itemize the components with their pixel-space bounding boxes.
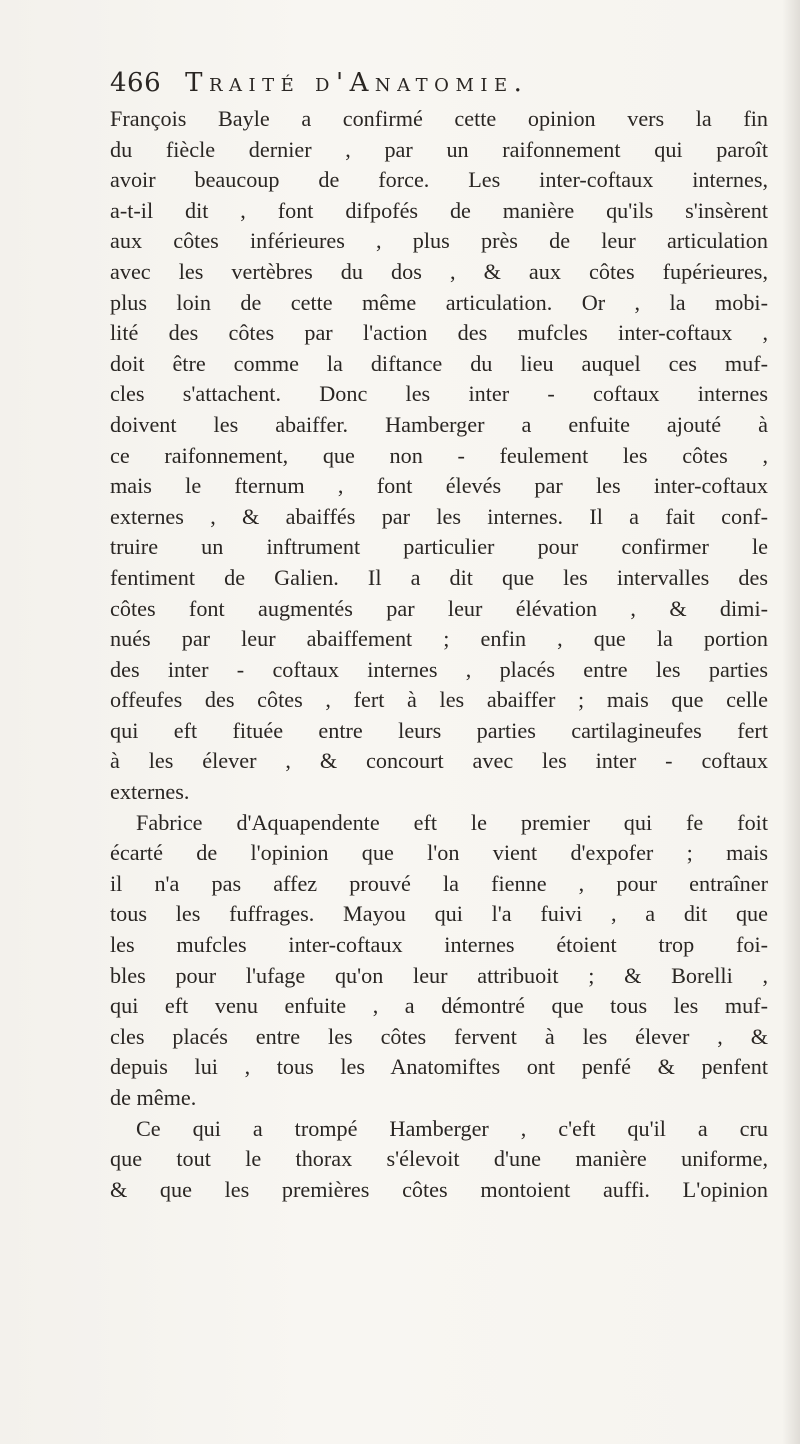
text-line: truire un inftrument particulier pour confirmer le bbox=[110, 534, 768, 560]
text-line: cles placés entre les côtes fervent à les élever , & bbox=[110, 1023, 768, 1049]
text-line: bles pour l'ufage qu'on leur attribuoit ; & Borelli , bbox=[110, 962, 768, 988]
text-line: cles s'attachent. Donc les inter - coftaux internes bbox=[110, 381, 768, 407]
text-line: nués par leur abaiffement ; enfin , que la portion bbox=[110, 626, 768, 652]
text-line: à les élever , & concourt avec les inter - coftaux bbox=[110, 748, 768, 774]
text-line: fentiment de Galien. Il a dit que les intervalles des bbox=[110, 564, 768, 590]
text-line: Ce qui a trompé Hamberger , c'eft qu'il a cru bbox=[136, 1115, 768, 1141]
page-number: 466 bbox=[110, 68, 162, 98]
page-edge-shadow bbox=[782, 0, 800, 1444]
text-line: François Bayle a confirmé cette opinion vers la fin bbox=[110, 106, 768, 131]
paragraph bbox=[110, 808, 768, 1114]
running-head: Traité d'Anatomie. bbox=[185, 68, 529, 98]
text-line: ce raifonnement, que non - feulement les côtes , bbox=[110, 442, 768, 468]
text-line: depuis lui , tous les Anatomiftes ont penfé & penfent bbox=[110, 1054, 768, 1080]
text-line: avec les vertèbres du dos , & aux côtes fupérieures, bbox=[110, 258, 768, 284]
text-line: doit être comme la diftance du lieu auquel ces muf- bbox=[110, 350, 768, 376]
text-line: aux côtes inférieures , plus près de leur articulation bbox=[110, 228, 768, 254]
text-line: tous les fuffrages. Mayou qui l'a fuivi , a dit que bbox=[110, 901, 768, 927]
text-line: les mufcles inter-coftaux internes étoient trop foi- bbox=[110, 932, 768, 958]
text-line: avoir beaucoup de force. Les inter-coftaux internes, bbox=[110, 167, 768, 193]
text-line: externes , & abaiffés par les internes. Il a fait conf- bbox=[110, 503, 768, 529]
text-line: doivent les abaiffer. Hamberger a enfuite ajouté à bbox=[110, 411, 768, 437]
text-line: offeufes des côtes , fert à les abaiffer ; mais que celle bbox=[110, 687, 768, 713]
text-line: & que les premières côtes montoient auffi. L'opinion bbox=[110, 1176, 768, 1202]
text-line: a-t-il dit , font difpofés de manière qu'ils s'insèrent bbox=[110, 197, 768, 223]
text-line: que tout le thorax s'élevoit d'une manière uniforme, bbox=[110, 1146, 768, 1172]
text-line: des inter - coftaux internes , placés entre les parties bbox=[110, 656, 768, 682]
body-text bbox=[110, 104, 768, 1205]
text-line: qui eft fituée entre leurs parties cartilagineufes fert bbox=[110, 717, 768, 743]
text-line: il n'a pas affez prouvé la fienne , pour entraîner bbox=[110, 870, 768, 896]
text-line: externes. bbox=[110, 779, 190, 805]
text-line: côtes font augmentés par leur élévation , & dimi- bbox=[110, 595, 768, 621]
text-line: de même. bbox=[110, 1085, 197, 1110]
text-line: Fabrice d'Aquapendente eft le premier qui fe foit bbox=[136, 809, 768, 835]
text-line: qui eft venu enfuite , a démontré que tous les muf- bbox=[110, 993, 768, 1019]
text-line: plus loin de cette même articulation. Or , la mobi- bbox=[110, 289, 768, 315]
paragraph bbox=[110, 104, 768, 808]
text-line: mais le fternum , font élevés par les inter-coftaux bbox=[110, 473, 768, 499]
paragraph bbox=[110, 1114, 768, 1206]
text-line: du fiècle dernier , par un raifonnement qui paroît bbox=[110, 136, 768, 162]
page-header bbox=[110, 68, 750, 104]
text-line: lité des côtes par l'action des mufcles inter-coftaux , bbox=[110, 320, 768, 346]
text-line: écarté de l'opinion que l'on vient d'expofer ; mais bbox=[110, 840, 768, 866]
